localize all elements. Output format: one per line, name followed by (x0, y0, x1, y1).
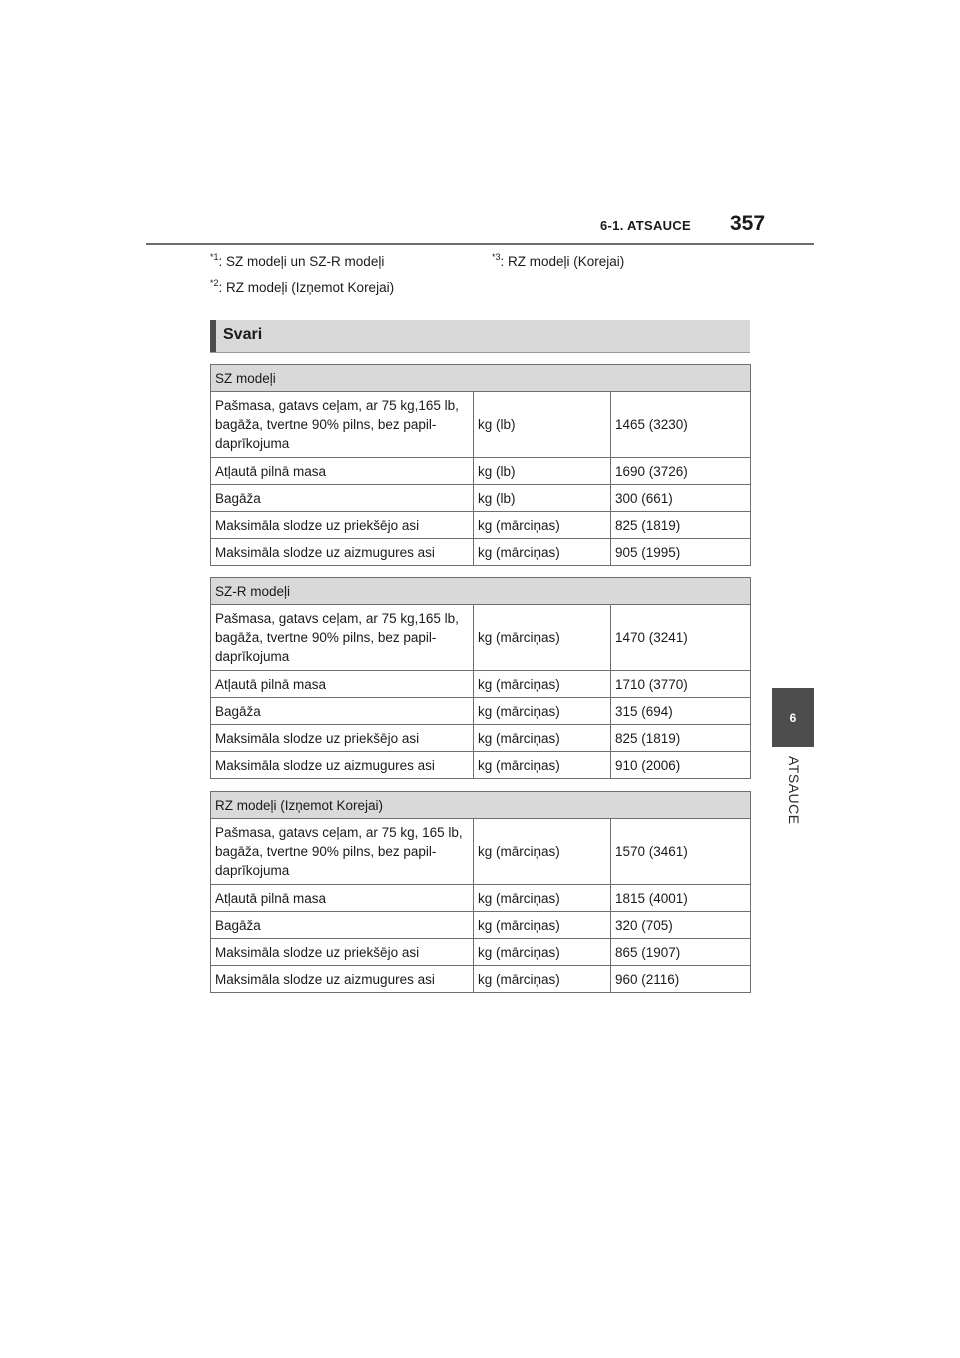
table-row (211, 671, 751, 698)
table-header-row (211, 365, 751, 392)
row-unit: kg (mārciņas) (474, 752, 611, 779)
row-unit: kg (mārciņas) (474, 819, 611, 885)
row-label: Pašmasa, gatavs ceļam, ar 75 kg,165 lb, bagāža, tvertne 90% pilns, bez papil-daprīkojuma (211, 605, 474, 671)
row-unit: kg (mārciņas) (474, 698, 611, 725)
row-value: 1470 (3241) (611, 605, 751, 671)
table-row (211, 912, 751, 939)
row-label: Maksimāla slodze uz priekšējo asi (211, 725, 474, 752)
row-value: 1690 (3726) (611, 458, 751, 485)
row-value: 910 (2006) (611, 752, 751, 779)
row-unit: kg (mārciņas) (474, 912, 611, 939)
row-label: Maksimāla slodze uz aizmugures asi (211, 966, 474, 993)
table-title: SZ modeļi (211, 365, 751, 392)
row-unit: kg (lb) (474, 485, 611, 512)
footnote-text: : RZ modeļi (Korejai) (500, 254, 625, 269)
row-value: 825 (1819) (611, 512, 751, 539)
table-row (211, 698, 751, 725)
section-heading-marker (210, 320, 216, 352)
footnote-mark: *2 (210, 278, 219, 288)
footnote (210, 254, 384, 269)
section-heading (210, 320, 750, 353)
row-unit: kg (mārciņas) (474, 605, 611, 671)
row-value: 1815 (4001) (611, 885, 751, 912)
weights-table-sz-r (210, 577, 751, 779)
footnote (210, 280, 394, 295)
row-label: Pašmasa, gatavs ceļam, ar 75 kg, 165 lb, bagāža, tvertne 90% pilns, bez papil-daprīkojuma (211, 819, 474, 885)
footnote-mark: *1 (210, 252, 219, 262)
table-row (211, 885, 751, 912)
table-row (211, 752, 751, 779)
section-header: 6-1. ATSAUCE (600, 218, 692, 233)
table-row (211, 939, 751, 966)
table-title: RZ modeļi (Izņemot Korejai) (211, 792, 751, 819)
row-label: Atļautā pilnā masa (211, 885, 474, 912)
table-title: SZ-R modeļi (211, 578, 751, 605)
row-value: 300 (661) (611, 485, 751, 512)
row-unit: kg (mārciņas) (474, 671, 611, 698)
table-header-row (211, 578, 751, 605)
footnote-text: : RZ modeļi (Izņemot Korejai) (218, 280, 395, 295)
row-label: Atļautā pilnā masa (211, 458, 474, 485)
row-value: 1710 (3770) (611, 671, 751, 698)
row-value: 315 (694) (611, 698, 751, 725)
row-label: Bagāža (211, 912, 474, 939)
table-row (211, 605, 751, 671)
row-unit: kg (mārciņas) (474, 966, 611, 993)
row-unit: kg (mārciņas) (474, 939, 611, 966)
row-value: 1570 (3461) (611, 819, 751, 885)
page-number: 357 (730, 212, 766, 235)
row-label: Atļautā pilnā masa (211, 671, 474, 698)
table-header-row (211, 792, 751, 819)
chapter-tab[interactable]: 6 (772, 688, 814, 747)
row-value: 825 (1819) (611, 725, 751, 752)
table-row (211, 512, 751, 539)
row-label: Bagāža (211, 698, 474, 725)
row-value: 1465 (3230) (611, 392, 751, 458)
row-value: 960 (2116) (611, 966, 751, 993)
header-divider (146, 243, 814, 245)
weights-table-rz (210, 791, 751, 993)
row-label: Maksimāla slodze uz aizmugures asi (211, 752, 474, 779)
row-label: Pašmasa, gatavs ceļam, ar 75 kg,165 lb, bagāža, tvertne 90% pilns, bez papil-daprīkojuma (211, 392, 474, 458)
footnote (492, 254, 624, 269)
weights-table-sz (210, 364, 751, 566)
row-unit: kg (mārciņas) (474, 885, 611, 912)
row-label: Bagāža (211, 485, 474, 512)
row-label: Maksimāla slodze uz priekšējo asi (211, 939, 474, 966)
table-row (211, 819, 751, 885)
row-value: 905 (1995) (611, 539, 751, 566)
row-value: 865 (1907) (611, 939, 751, 966)
table-row (211, 458, 751, 485)
table-row (211, 539, 751, 566)
row-unit: kg (mārciņas) (474, 725, 611, 752)
table-row (211, 392, 751, 458)
row-label: Maksimāla slodze uz priekšējo asi (211, 512, 474, 539)
row-unit: kg (lb) (474, 392, 611, 458)
row-unit: kg (lb) (474, 458, 611, 485)
chapter-tab-label: ATSAUCE (786, 756, 802, 825)
table-row (211, 485, 751, 512)
row-unit: kg (mārciņas) (474, 539, 611, 566)
table-row (211, 725, 751, 752)
row-value: 320 (705) (611, 912, 751, 939)
row-unit: kg (mārciņas) (474, 512, 611, 539)
table-row (211, 966, 751, 993)
row-label: Maksimāla slodze uz aizmugures asi (211, 539, 474, 566)
footnote-text: : SZ modeļi un SZ-R modeļi (218, 254, 385, 269)
footnote-mark: *3 (492, 252, 501, 262)
section-heading-title: Svari (223, 326, 263, 343)
